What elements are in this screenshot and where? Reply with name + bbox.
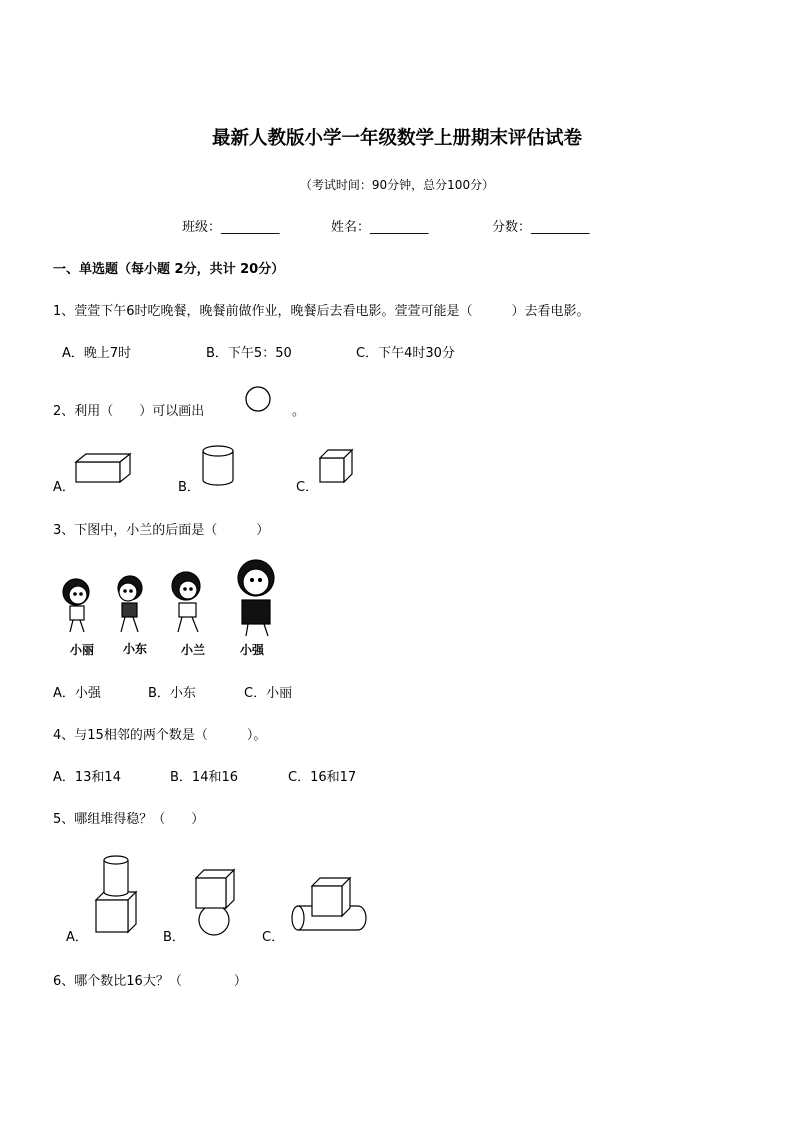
kid-label-3: 小兰 [181,643,206,657]
question-1-stem: 1、萱萱下午6时吃晚餐，晚餐前做作业，晚餐后去看电影。萱萱可能是（ ）去看电影。 [53,304,590,319]
q5-option-b: B． [163,930,185,945]
kid-xiaodong-figure [118,576,142,632]
question-2-stem: 2、利用（ ）可以画出 [53,404,205,419]
q1-option-a: A．晚上7时 [62,346,132,361]
q4-option-b: B．14和16 [170,770,239,785]
question-4-stem: 4、与15相邻的两个数是（ ）。 [53,728,267,743]
kids-illustration [54,560,294,638]
q5-option-a: A． [66,930,88,945]
question-2-period: 。 [292,404,306,419]
cube-on-sphere-figure [194,868,238,938]
q2-option-a: A． [53,480,75,495]
q2-option-c: C． [296,480,319,495]
kid-label-4: 小强 [240,643,265,657]
q3-option-b: B．小东 [148,686,196,701]
kid-xiaolan-figure [172,572,200,632]
cuboid-figure [74,452,134,486]
exam-subtitle: （考试时间：90分钟，总分100分） [299,178,495,192]
q3-option-a: A．小强 [53,686,101,701]
kid-label-1: 小丽 [70,643,95,657]
q2-option-b: B． [178,480,200,495]
q5-option-c: C． [262,930,285,945]
page-title: 最新人教版小学一年级数学上册期末评估试卷 [211,128,582,149]
score-field: 分数：_________ [492,220,590,235]
q3-option-c: C．小丽 [244,686,293,701]
circle-figure [243,386,275,414]
question-3-stem: 3、下图中，小兰的后面是（ ） [53,523,270,538]
cube-figure [318,448,354,484]
class-field: 班级：_________ [182,220,280,235]
cylinder-on-cube-figure [94,852,140,936]
q1-option-c: C．下午4时30分 [356,346,455,361]
section-heading: 一、单选题（每小题 2分，共计 20分） [53,262,285,277]
kid-xiaoqiang-figure [238,560,274,636]
q4-option-a: A．13和14 [53,770,121,785]
question-6-stem: 6、哪个数比16大？（ ） [53,974,247,989]
q4-option-c: C．16和17 [288,770,357,785]
question-5-stem: 5、哪组堆得稳？（ ） [53,812,205,827]
cube-on-cylinder-figure [290,876,370,938]
q1-option-b: B．下午5：50 [206,346,292,361]
kid-label-2: 小东 [123,642,148,656]
kid-xiaoli-figure [63,579,89,632]
name-field: 姓名：_________ [331,220,429,235]
cylinder-figure [200,444,238,488]
